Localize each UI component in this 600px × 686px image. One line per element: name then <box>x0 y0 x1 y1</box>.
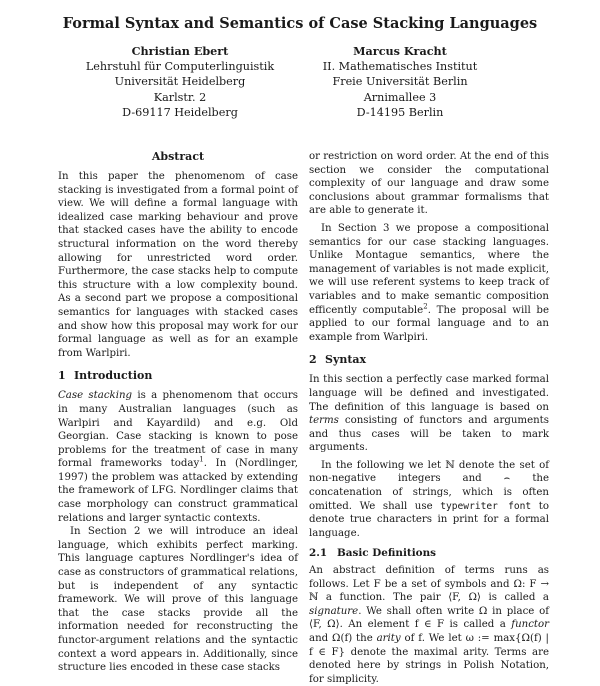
paragraph <box>58 389 298 525</box>
term-terms: terms <box>309 415 339 427</box>
paragraph-text: of f. We let ω := max{Ω(f) | f ∈ F} denote the maximal arity. Terms are denoted here by strings in Polish Notation, for simplicity. <box>309 633 549 685</box>
paragraph: In Section 2 we will introduce an ideal language, which exhibits perfect marking. This language captures Nordlinger's idea of case as constructors of grammatical relations, but is independent of any syntactic framework. We will prove of this language that the case stacks provide all the information needed for reconstructing the functor-argument relations and the syntactic context a word appears in. Additionally, since structure lies encoded in these case stacks <box>58 526 298 674</box>
paragraph-text: In this section a perfectly case marked formal language will be defined and investigated. The definition of this language is based on <box>309 374 549 413</box>
author-street: Karlstr. 2 <box>153 90 207 104</box>
author-block-1 <box>75 44 285 120</box>
subsection-heading-basic-definitions <box>309 547 549 561</box>
paragraph-text: is a phenomenom that occurs in many Australian languages (such as Warlpiri and Kayardild) and e.g. Old Georgian. Case stacking is known to pose problems for the treatment of case in many formal frameworks today <box>58 390 298 470</box>
author-name: Christian Ebert <box>131 44 229 58</box>
author-affiliation: II. Mathematisches Institut <box>322 60 478 74</box>
left-column <box>58 150 298 675</box>
section-heading-introduction <box>58 369 298 383</box>
paper-title: Formal Syntax and Semantics of Case Stacking Languages <box>62 15 538 32</box>
paragraph-text: In the following we let ℕ denote the set of non-negative integers and ⌢ the concatenation of strings, which is often omitted. We shall use <box>309 459 549 512</box>
section-title: Syntax <box>325 353 367 367</box>
paragraph-text: and Ω(f) the <box>309 633 377 644</box>
author-city: D-69117 Heidelberg <box>122 105 238 119</box>
paragraph-text: . We shall often write Ω in place of ⟨F, Ω⟩. An element f ∈ F is called a <box>309 605 549 631</box>
abstract-heading: Abstract <box>151 150 205 163</box>
paragraph-text: An abstract definition of terms runs as follows. Let F be a set of symbols and Ω: F → ℕ a function. The pair ⟨F, Ω⟩ is called a <box>309 565 549 604</box>
author-name: Marcus Kracht <box>353 44 447 58</box>
term-signature: signature <box>309 605 359 617</box>
author-institution: Universität Heidelberg <box>114 75 246 89</box>
paragraph-text: In Section 3 we propose a compositional semantics for our case stacking languages. Unlike Montague semantics, where the management of variables is not made explicit, we will use referent systems to keep track of variables and to make semantic composition efficently computable <box>309 222 549 316</box>
term-typewriter-font: typewriter font <box>440 500 532 512</box>
term-arity: arity <box>376 633 401 644</box>
subsection-number: 2.1 <box>309 547 328 560</box>
section-title: Introduction <box>74 369 153 383</box>
paragraph <box>309 373 549 455</box>
section-number: 1 <box>58 369 66 383</box>
paragraph-text: to denote true characters in print for a formal language. <box>309 500 549 539</box>
footnote-marker: 1 <box>199 455 204 464</box>
author-street: Arnimallee 3 <box>363 90 437 104</box>
paragraph <box>309 564 549 686</box>
paragraph <box>309 459 549 541</box>
right-column <box>309 150 549 686</box>
term-case-stacking: Case stacking <box>58 390 133 402</box>
author-block-2 <box>295 44 505 120</box>
paragraph-text: . The proposal will be applied to our formal language and to an example from Warlpiri. <box>309 304 549 343</box>
author-affiliation: Lehrstuhl für Computerlinguistik <box>85 60 275 74</box>
term-functor: functor <box>511 619 549 631</box>
paragraph <box>309 222 549 344</box>
section-number: 2 <box>309 353 317 367</box>
abstract-text: In this paper the phenomenom of case stacking is investigated from a formal point of view. We will define a formal language with idealized case marking behaviour and prove that stacked cases have the ability to encode structural information on the word thereby allowing for unrestricted word order. Furthermore, the case stacks help to compute this structure with a low complexity bound. As a second part we propose a compositional semantics for languages with stacked cases and show how this proposal may work for our formal language as well as for an example from Warlpiri. <box>58 171 298 359</box>
subsection-title: Basic Definitions <box>337 547 437 560</box>
paragraph-text: consisting of functors and arguments and thus cases will be taken to mark arguments. <box>309 415 549 454</box>
author-institution: Freie Universität Berlin <box>332 75 468 89</box>
section-heading-syntax <box>309 353 549 367</box>
author-city: D-14195 Berlin <box>356 105 444 119</box>
paragraph: or restriction on word order. At the end of this section we consider the computational complexity of our language and draw some conclusions about grammar formalisms that are able to generate it. <box>309 151 549 217</box>
paragraph-text: . In (Nordlinger, 1997) the problem was attacked by extending the framework of LFG. Nordlinger claims that case morphology can construct grammatical relations and larger syntactic contexts. <box>58 458 298 524</box>
footnote-marker: 2 <box>423 302 428 311</box>
